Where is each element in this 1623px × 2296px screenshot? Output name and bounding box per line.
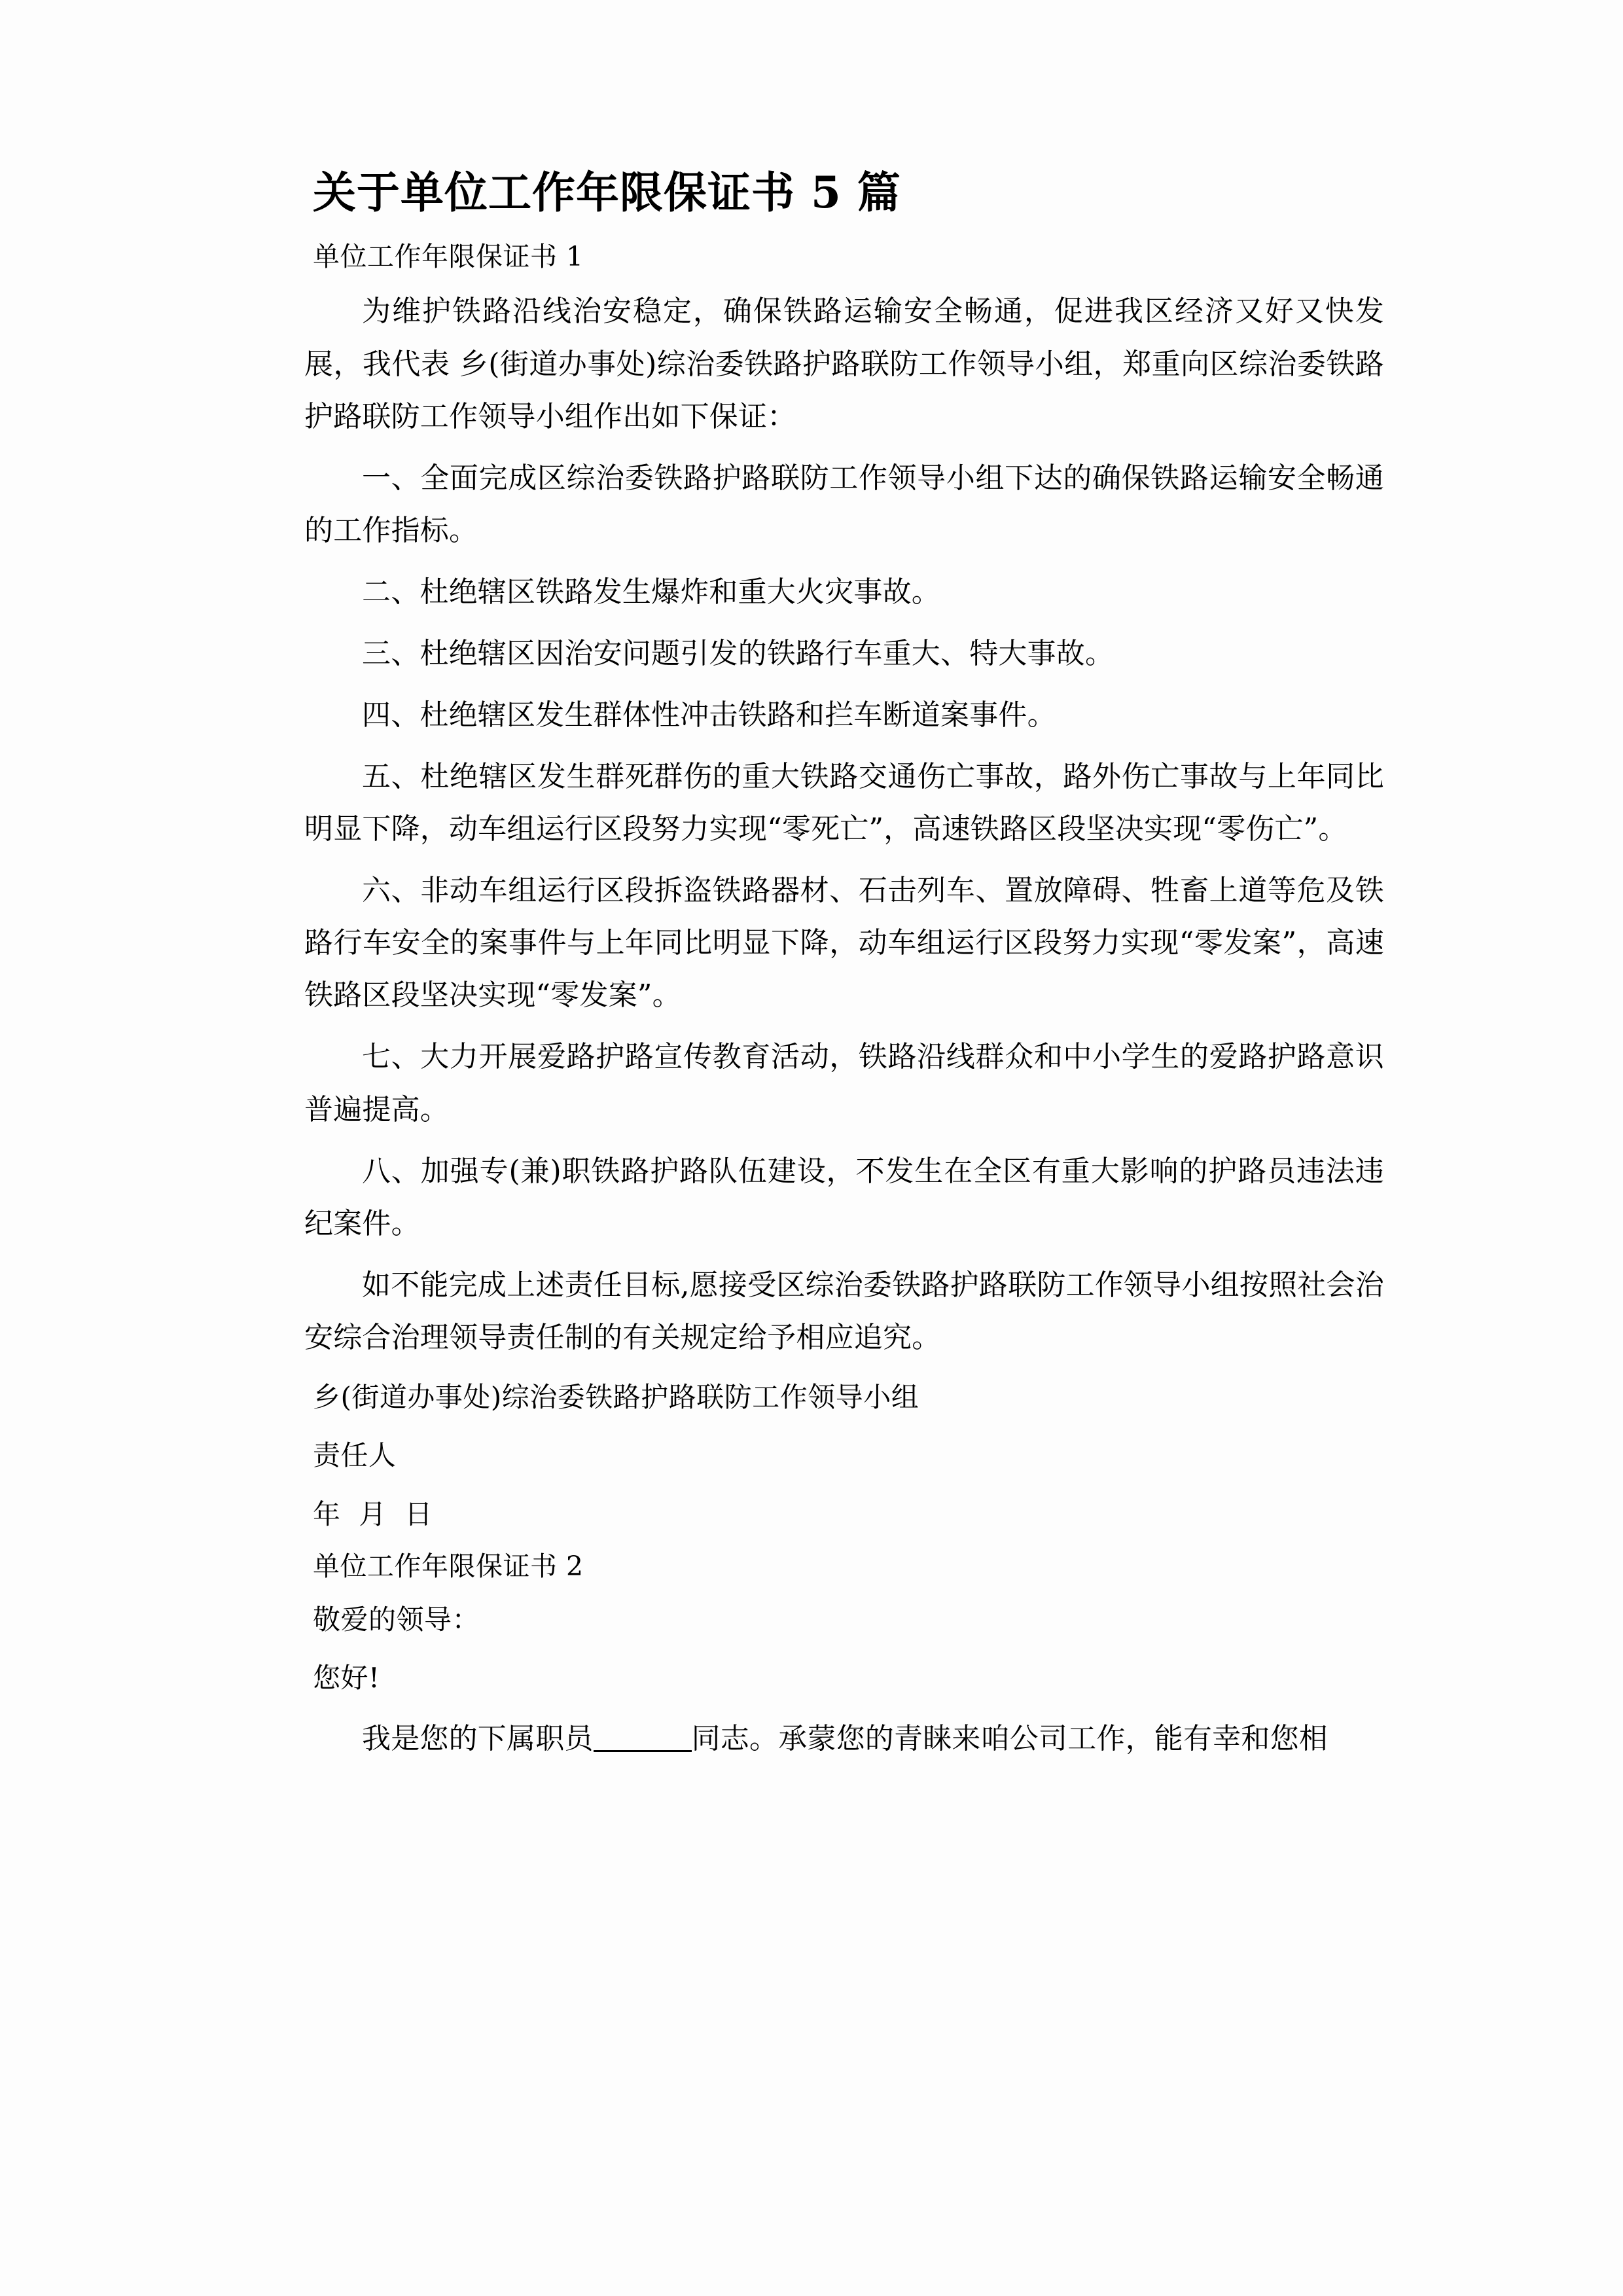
paragraph-item-5: 五、杜绝辖区发生群死群伤的重大铁路交通伤亡事故，路外伤亡事故与上年同比明显下降，动车组运行区段努力实现“零死亡”，高速铁路区段坚决实现“零伤亡”。 [304,760,1384,846]
paragraph-item-6: 六、非动车组运行区段拆盗铁路器材、石击列车、置放障碍、牲畜上道等危及铁路行车安全的案事件与上年同比明显下降，动车组运行区段努力实现“零发案”，高速铁路区段坚决实现“零发案”。 [304,874,1384,1013]
signature-organization: 乡(街道办事处)综治委铁路护路联防工作领导小组 [313,1380,919,1413]
paragraph-section2-opening [304,1713,1384,1765]
paragraph-intro: 为维护铁路沿线治安稳定，确保铁路运输安全畅通，促进我区经济又好又快发展，我代表 乡(街道办事处)综治委铁路护路联防工作领导小组，郑重向区综治委铁路护路联防工作领导小组作出如下保证： [304,295,1384,433]
paragraph-section2-prefix: 我是您的下属职员 [362,1721,594,1755]
paragraph-item-2: 二、杜绝辖区铁路发生爆炸和重大火灾事故。 [362,575,940,609]
paragraph-item-8: 八、加强专(兼)职铁路护路队伍建设，不发生在全区有重大影响的护路员违法违纪案件。 [304,1154,1384,1240]
page-title: 关于单位工作年限保证书 5 篇 [313,167,901,218]
fill-in-blank [594,1750,692,1752]
paragraph-item-4: 四、杜绝辖区发生群体性冲击铁路和拦车断道案事件。 [362,698,1056,732]
paragraph-closing: 如不能完成上述责任目标,愿接受区综治委铁路护路联防工作领导小组按照社会治安综合治理领导责任制的有关规定给予相应追究。 [304,1268,1384,1354]
section-heading-1: 单位工作年限保证书 1 [313,241,584,273]
paragraph-item-7: 七、大力开展爱路护路宣传教育活动，铁路沿线群众和中小学生的爱路护路意识普遍提高。 [304,1040,1384,1126]
greeting: 您好! [313,1662,380,1695]
salutation: 敬爱的领导： [313,1603,480,1636]
paragraph-section2-suffix: 同志。承蒙您的青睐来咱公司工作，能有幸和您相 [691,1721,1329,1755]
section-heading-2: 单位工作年限保证书 2 [313,1551,584,1583]
signature-responsible-person: 责任人 [313,1439,397,1472]
paragraph-item-1: 一、全面完成区综治委铁路护路联防工作领导小组下达的确保铁路运输安全畅通的工作指标。 [304,461,1384,547]
document-content [304,164,1384,1774]
paragraph-item-3: 三、杜绝辖区因治安问题引发的铁路行车重大、特大事故。 [362,636,1115,670]
signature-date: 年 月 日 [313,1498,433,1530]
